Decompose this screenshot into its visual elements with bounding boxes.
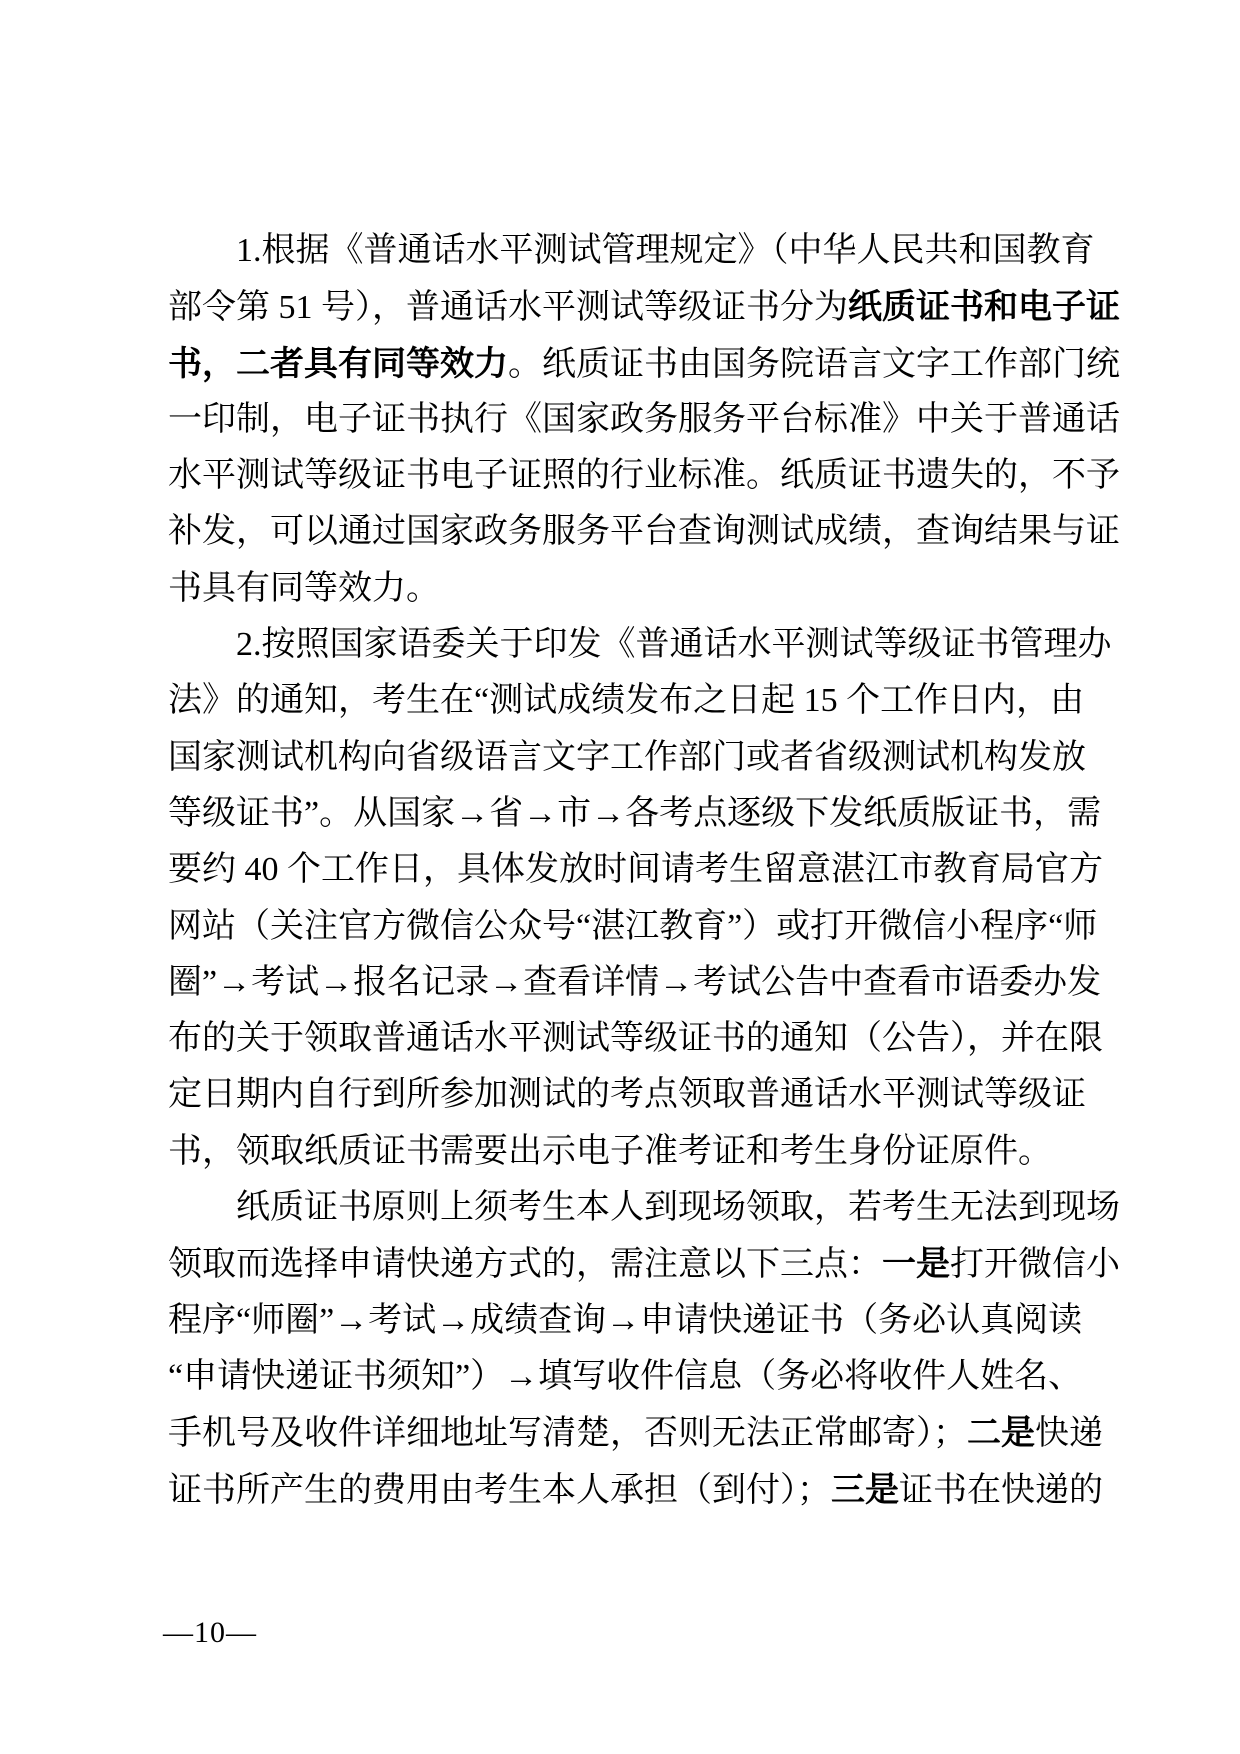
text-line	[168, 392, 1120, 448]
text-line	[168, 899, 1098, 955]
text-line	[168, 1293, 1083, 1349]
text-line	[168, 786, 1102, 842]
text-segment: 部令第 51 号），普通话水平测试等级证书分为	[168, 289, 848, 327]
text-segment: 书具有同等效力。	[168, 569, 440, 607]
text-segment: “申请快递证书须知”）→填写收件信息（务必将收件人姓名、	[168, 1357, 1083, 1395]
text-line	[168, 504, 1120, 560]
text-line	[168, 1462, 1103, 1518]
text-segment: 手机号及收件详细地址写清楚，否则无法正常邮寄）；	[168, 1415, 967, 1453]
text-segment: 程序“师圈”→考试→成绩查询→申请快递证书（务必认真阅读	[168, 1301, 1083, 1339]
text-segment-bold: 三是	[831, 1470, 899, 1509]
text-segment-bold: 书，二者具有同等效力	[168, 344, 508, 383]
text-line	[168, 842, 1103, 898]
page-number: —10—	[163, 1616, 257, 1649]
text-segment: 等级证书”。从国家→省→市→各考点逐级下发纸质版证书，需	[168, 794, 1102, 832]
text-line	[168, 1349, 1083, 1405]
text-segment: 要约 40 个工作日，具体发放时间请考生留意湛江市教育局官方	[168, 851, 1103, 889]
text-line	[168, 617, 1112, 673]
text-segment: 国家测试机构向省级语言文字工作部门或者省级测试机构发放	[168, 738, 1086, 776]
text-segment: 法》的通知，考生在“测试成绩发布之日起 15 个工作日内，由	[168, 682, 1085, 720]
body-text	[168, 223, 1120, 1518]
text-segment: 。纸质证书由国务院语言文字工作部门统	[508, 345, 1120, 383]
text-line	[168, 955, 1102, 1011]
text-segment: 书，领取纸质证书需要出示电子准考证和考生身份证原件。	[168, 1132, 1052, 1170]
text-line	[168, 561, 1080, 617]
text-line	[168, 673, 1085, 729]
text-segment: 布的关于领取普通话水平测试等级证书的通知（公告），并在限	[168, 1020, 1103, 1058]
text-line	[168, 1180, 1120, 1236]
text-line	[168, 279, 1120, 335]
text-segment: 快递	[1035, 1415, 1103, 1453]
text-segment-bold: 纸质证书和电子证	[848, 288, 1120, 327]
text-segment: 水平测试等级证书电子证照的行业标准。纸质证书遗失的，不予	[168, 457, 1120, 495]
text-segment: 1.根据《普通话水平测试管理规定》（中华人民共和国教育	[236, 232, 1095, 269]
text-segment-bold: 一是	[882, 1245, 950, 1284]
text-segment: 2.按照国家语委关于印发《普通话水平测试等级证书管理办	[236, 626, 1112, 664]
text-segment: 打开微信小	[950, 1246, 1120, 1284]
text-segment: 补发，可以通过国家政务服务平台查询测试成绩，查询结果与证	[168, 513, 1120, 551]
text-line	[168, 730, 1086, 786]
text-segment-bold: 二是	[967, 1414, 1035, 1453]
text-line	[168, 1405, 1103, 1461]
text-segment: 纸质证书原则上须考生本人到现场领取，若考生无法到现场	[236, 1189, 1120, 1227]
text-line	[168, 336, 1120, 392]
text-line	[168, 1067, 1086, 1123]
text-line	[168, 448, 1120, 504]
text-segment: 网站（关注官方微信公众号“湛江教育”）或打开微信小程序“师	[168, 907, 1098, 945]
text-line	[168, 1011, 1103, 1067]
text-line	[168, 1236, 1120, 1292]
text-segment: 定日期内自行到所参加测试的考点领取普通话水平测试等级证	[168, 1076, 1086, 1114]
text-line	[168, 223, 1095, 279]
text-segment: 证书在快递的	[899, 1471, 1103, 1509]
text-segment: 圈”→考试→报名记录→查看详情→考试公告中查看市语委办发	[168, 963, 1102, 1001]
text-line	[168, 1124, 1080, 1180]
text-segment: 领取而选择申请快递方式的，需注意以下三点：	[168, 1246, 882, 1284]
text-segment: 证书所产生的费用由考生本人承担（到付）；	[168, 1471, 831, 1509]
text-segment: 一印制，电子证书执行《国家政务服务平台标准》中关于普通话	[168, 400, 1120, 438]
